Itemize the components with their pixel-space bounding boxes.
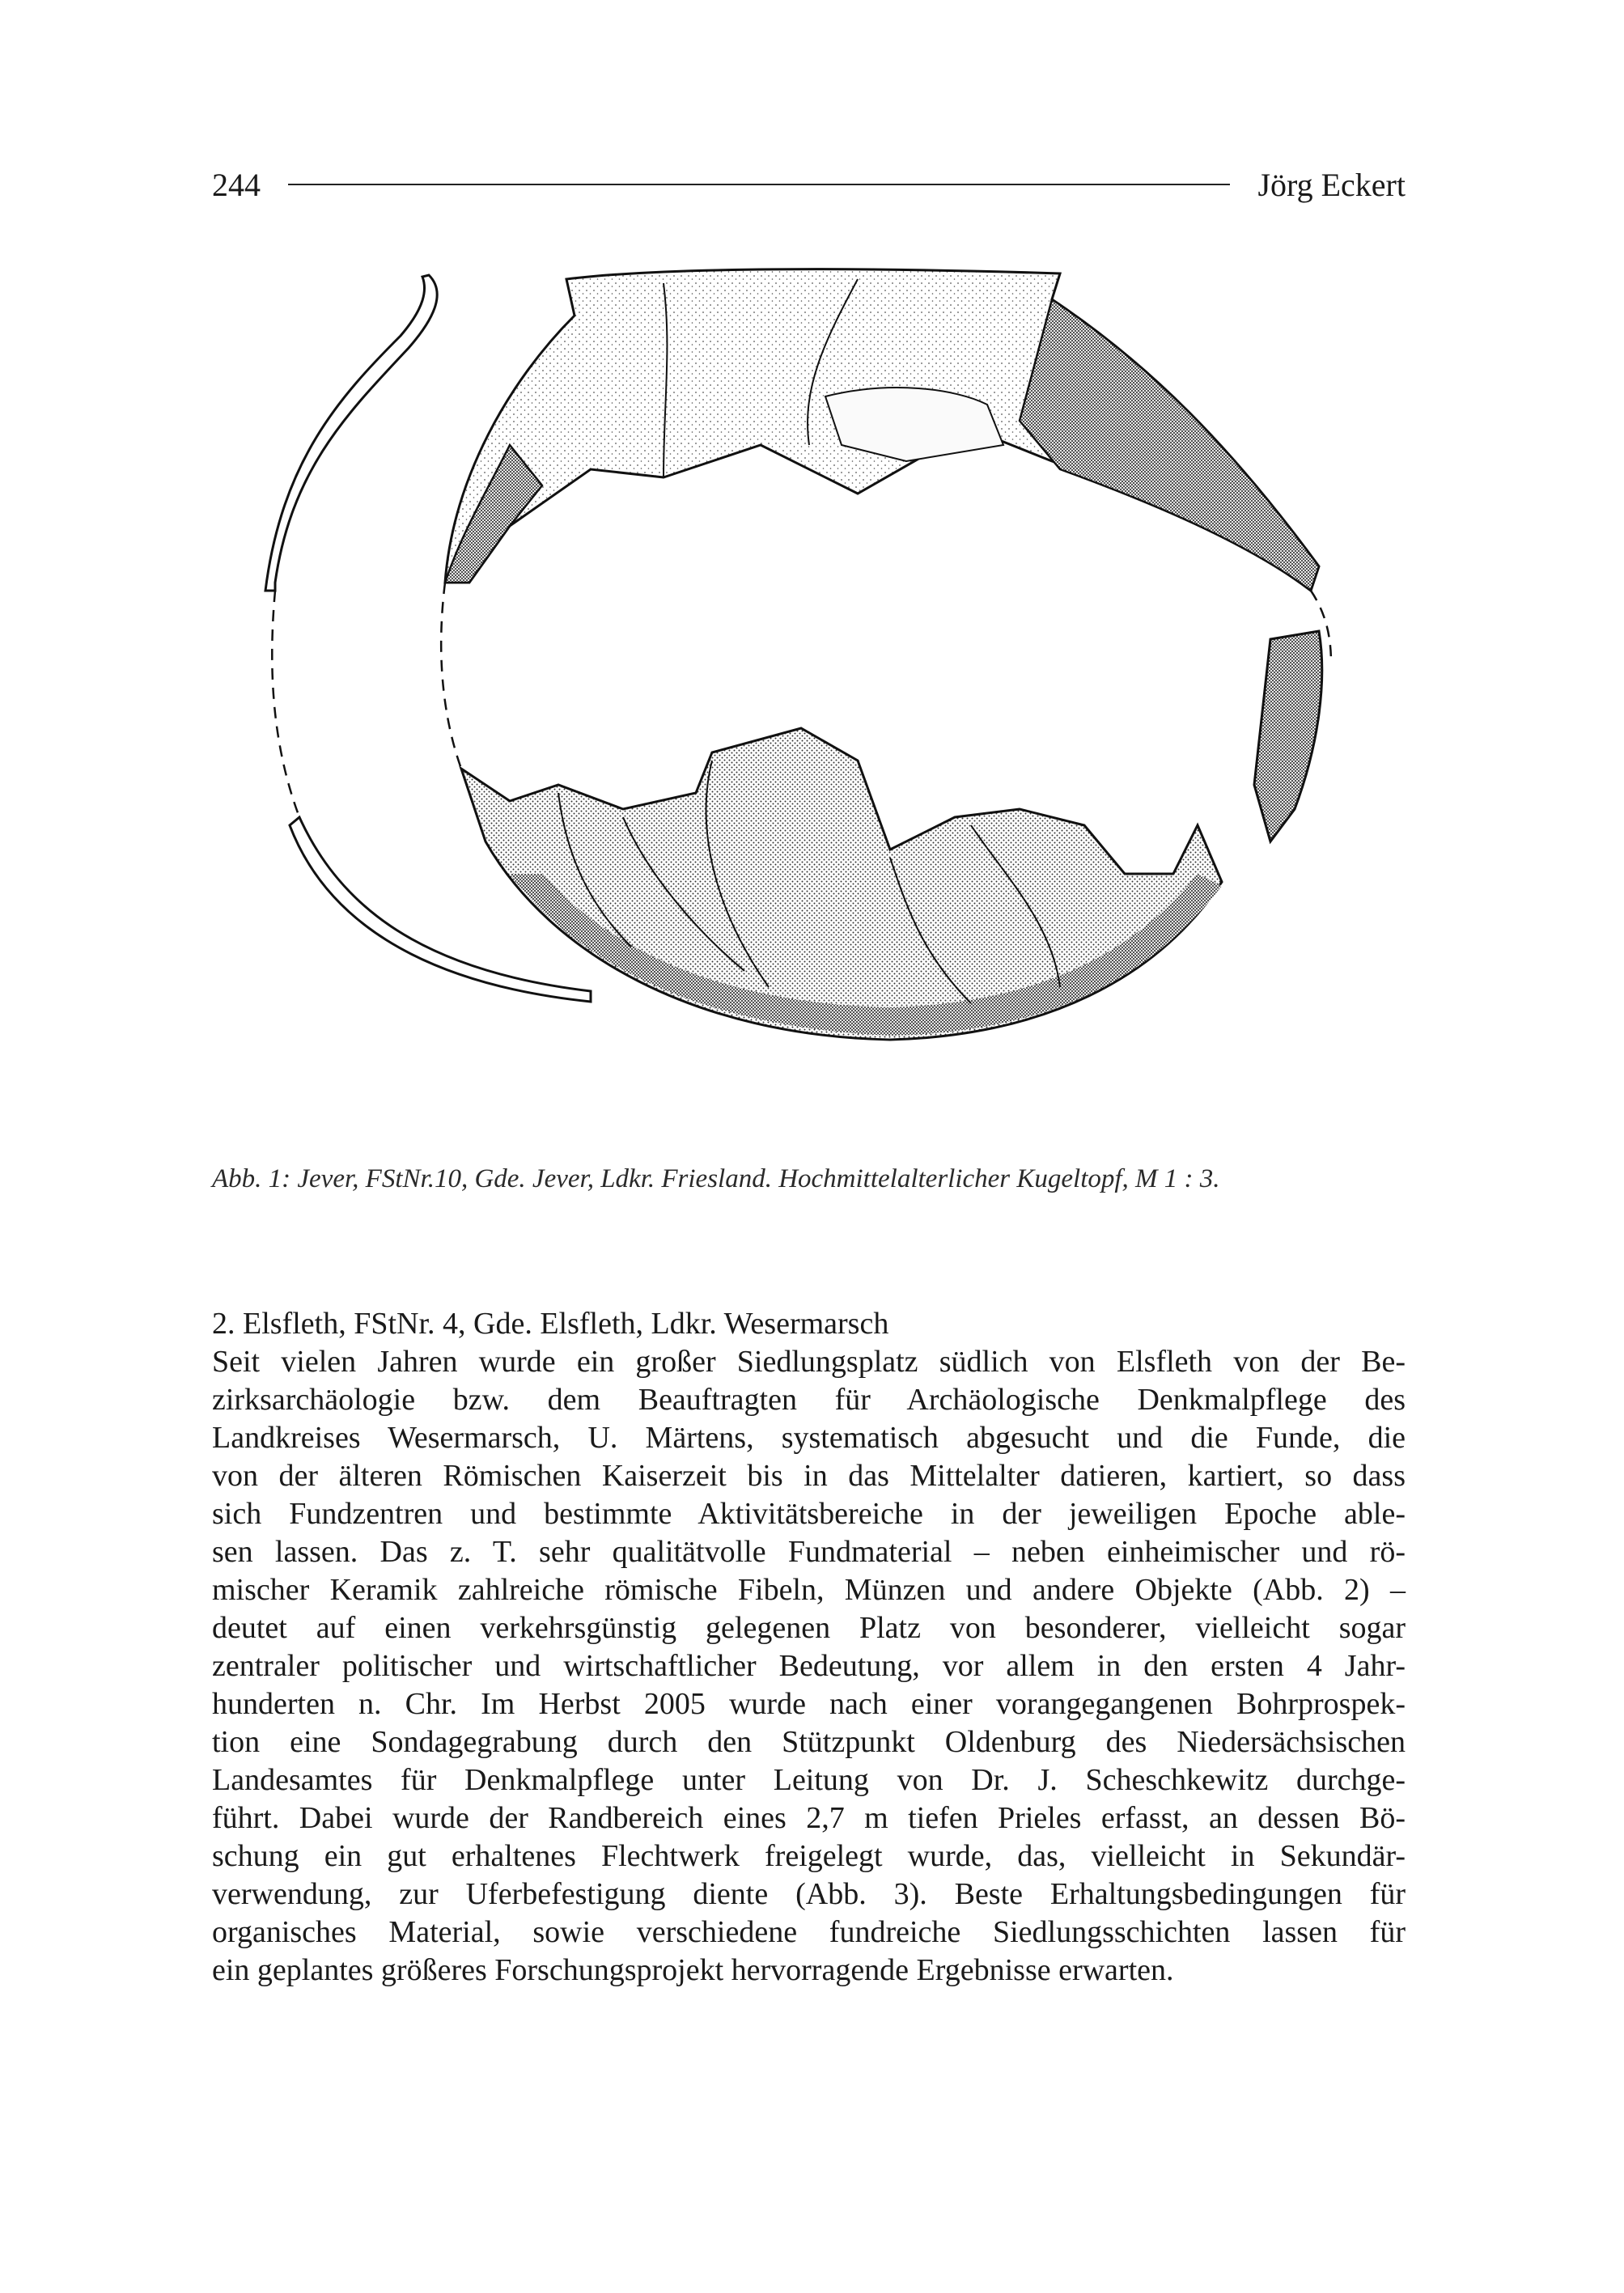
body-line: organisches Material, sowie verschiedene fundreiche Siedlungsschichten lassen für [212,1915,1406,1949]
pot-right-fragment [1254,631,1322,841]
body-line: zentraler politischer und wirtschaftlicher Bedeutung, vor allem in den ersten 4 Jahr- [212,1649,1406,1683]
body-line: schung ein gut erhaltenes Flechtwerk freigelegt wurde, das, vielleicht in Sekundär- [212,1839,1406,1873]
body-line: ein geplantes größeres Forschungsprojekt hervorragende Ergebnisse erwarten. [212,1953,1174,1987]
pot-illustration [243,259,1392,1149]
body-line: mischer Keramik zahlreiche römische Fibeln, Münzen und andere Objekte (Abb. 2) – [212,1573,1406,1607]
figure-caption: Abb. 1: Jever, FStNr.10, Gde. Jever, Ldkr. Friesland. Hochmittelalterlicher Kugeltopf, M 1 : 3. [212,1164,1220,1193]
body-line: sen lassen. Das z. T. sehr qualitätvolle Fundmaterial – neben einheimischer und rö- [212,1535,1406,1569]
body-line: von der älteren Römischen Kaiserzeit bis in das Mittelalter datieren, kartiert, so dass [212,1459,1406,1493]
body-line: sich Fundzentren und bestimmte Aktivitätsbereiche in der jeweiligen Epoche able- [212,1497,1406,1531]
body-paragraph [212,1343,1406,1990]
page-header [212,160,1406,209]
header-rule [288,184,1230,185]
body-line: Seit vielen Jahren wurde ein großer Siedlungsplatz südlich von Elsfleth von der Be- [212,1345,1406,1379]
pot-outline-dashed-left [441,583,461,769]
body-line: zirksarchäologie bzw. dem Beauftragten für Archäologische Denkmalpflege des [212,1383,1406,1417]
body-line: deutet auf einen verkehrsgünstig gelegenen Platz von besonderer, vielleicht sogar [212,1611,1406,1645]
body-line: tion eine Sondagegrabung durch den Stützpunkt Oldenburg des Niedersächsischen [212,1725,1406,1759]
pot-profile-section [265,275,437,591]
body-line: führt. Dabei wurde der Randbereich eines 2,7 m tiefen Prieles erfasst, an dessen Bö- [212,1801,1406,1835]
pot-profile-dashed [272,591,299,817]
body-line: Landkreises Wesermarsch, U. Märtens, systematisch abgesucht und die Funde, die [212,1421,1406,1455]
body-line: verwendung, zur Uferbefestigung diente (Abb. 3). Beste Erhaltungsbedingungen für [212,1877,1406,1911]
running-head-author: Jörg Eckert [1257,166,1406,203]
page-number: 244 [212,166,261,203]
pot-upper-dark-right [1020,299,1319,591]
body-line: Landesamtes für Denkmalpflege unter Leitung von Dr. J. Scheschkewitz durchge- [212,1763,1406,1797]
figure-kugeltopf-drawing [243,259,1392,1149]
body-line: hunderten n. Chr. Im Herbst 2005 wurde nach einer vorangegangenen Bohrprospek- [212,1687,1406,1721]
section-heading: 2. Elsfleth, FStNr. 4, Gde. Elsfleth, Ldkr. Wesermarsch [212,1307,889,1341]
